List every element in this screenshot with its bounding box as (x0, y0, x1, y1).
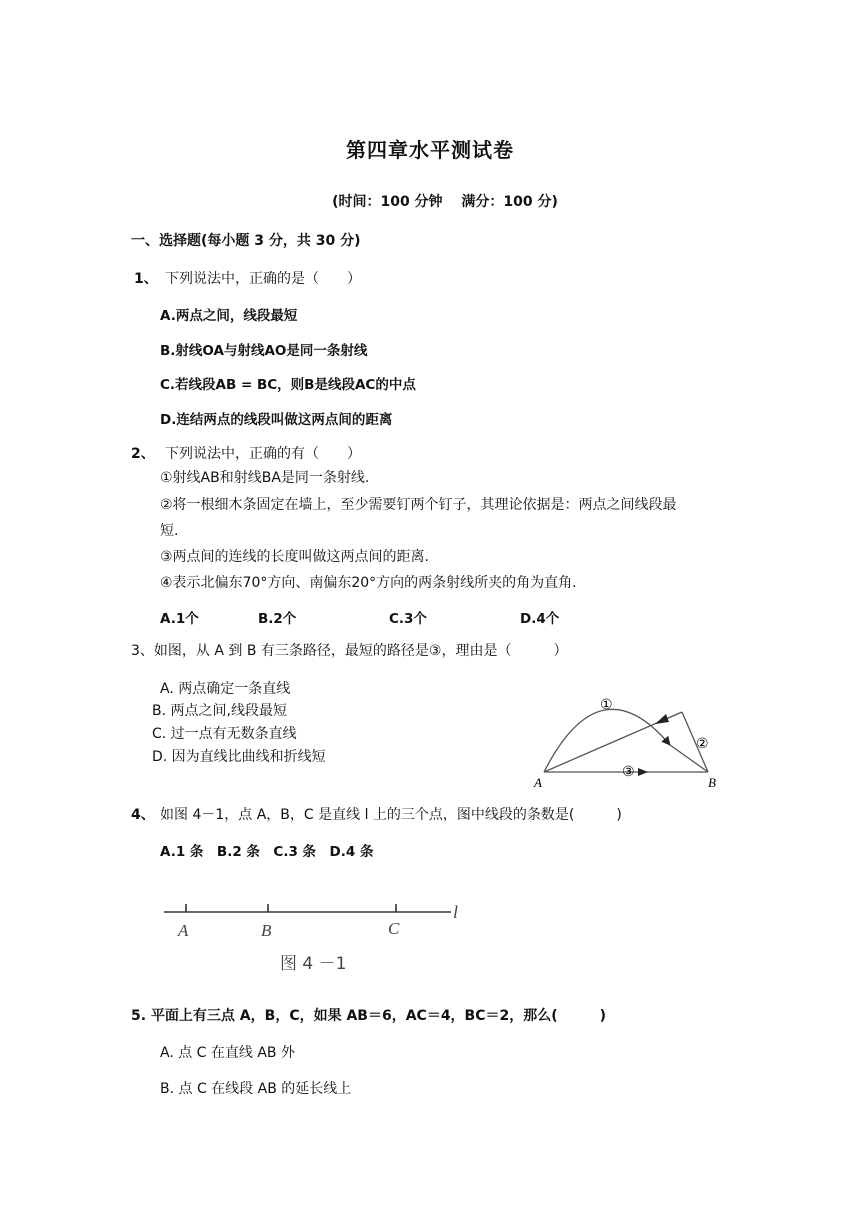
label-b: B (261, 921, 272, 940)
q2-option-b: B.2个 (258, 611, 297, 627)
section-heading: 一、选择题(每小题 3 分，共 30 分) (131, 233, 361, 249)
point-b-label: B (708, 775, 716, 790)
page-title: 第四章水平测试卷 (346, 138, 514, 162)
q1-option-c: C.若线段AB = BC，则B是线段AC的中点 (160, 377, 416, 393)
q1-option-a: A.两点之间，线段最短 (160, 308, 298, 324)
q2-statement-1: ①射线AB和射线BA是同一条射线. (160, 470, 370, 486)
label-l: l (453, 902, 459, 922)
q1-option-b: B.射线OA与射线AO是同一条射线 (160, 343, 368, 359)
q2-number: 2、 (131, 446, 155, 462)
q2-option-c: C.3个 (389, 611, 427, 627)
q5-option-a: A. 点 C 在直线 AB 外 (160, 1045, 295, 1061)
q1-stem: 下列说法中，正确的是（ ） (165, 271, 361, 287)
q2-statement-3: ③两点间的连线的长度叫做这两点间的距离. (160, 549, 429, 565)
q4-number: 4、 (131, 807, 155, 823)
label-c: C (388, 919, 400, 938)
page-subtitle: (时间：100 分钟 满分：100 分) (332, 194, 558, 210)
q4-options: A.1 条 B.2 条 C.3 条 D.4 条 (160, 844, 374, 860)
path-2-arrowhead (655, 714, 669, 724)
figure-caption: 图 4 －1 (280, 954, 347, 974)
point-a-label: A (534, 775, 542, 790)
paths-figure (530, 690, 730, 794)
q3-stem: 3、如图，从 A 到 B 有三条路径，最短的路径是③，理由是（ ） (131, 643, 568, 659)
q2-statement-4: ④表示北偏东70°方向、南偏东20°方向的两条射线所夹的角为直角. (160, 575, 577, 591)
q1-number: 1、 (134, 271, 158, 287)
q5-stem: 5. 平面上有三点 A，B，C，如果 AB＝6，AC＝4，BC＝2，那么( ) (131, 1008, 607, 1024)
q3-option-d: D. 因为直线比曲线和折线短 (152, 749, 326, 765)
q4-stem: 如图 4－1，点 A，B，C 是直线 l 上的三个点，图中线段的条数是( ) (160, 807, 622, 823)
q2-statement-2: ②将一根细木条固定在墙上，至少需要钉两个钉子，其理论依据是：两点之间线段最 (160, 497, 677, 513)
q3-option-b: B. 两点之间,线段最短 (152, 703, 287, 719)
path-3-label: ③ (622, 765, 635, 780)
q2-stem: 下列说法中，正确的有（ ） (165, 446, 361, 462)
q3-option-c: C. 过一点有无数条直线 (152, 726, 297, 742)
path-1-curve (544, 709, 670, 772)
path-3-arrowhead (638, 768, 648, 776)
line-figure (158, 896, 478, 980)
q3-option-a: A. 两点确定一条直线 (160, 681, 291, 697)
q1-option-d: D.连结两点的线段叫做这两点间的距离 (160, 412, 393, 428)
label-a: A (178, 921, 189, 940)
path-2-label: ② (696, 737, 709, 752)
q2-statement-2-cont: 短. (160, 523, 179, 539)
q2-option-a: A.1个 (160, 611, 199, 627)
q5-option-b: B. 点 C 在线段 AB 的延长线上 (160, 1081, 352, 1097)
q2-option-d: D.4个 (520, 611, 560, 627)
path-1-label: ① (600, 698, 613, 713)
